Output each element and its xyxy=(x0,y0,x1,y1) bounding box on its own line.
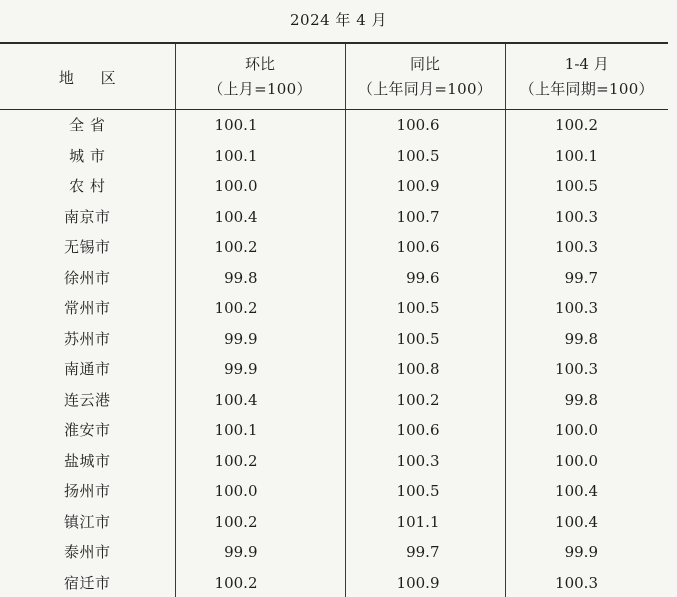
table-row xyxy=(0,537,668,568)
header-yoy-label: 同比 xyxy=(409,55,440,73)
table-row xyxy=(0,232,668,263)
table-row xyxy=(0,141,668,172)
year-to-date-cell: 99.7 xyxy=(505,263,668,294)
table-row xyxy=(0,476,668,507)
header-ytd-base: （上年同期=100） xyxy=(519,80,654,98)
year-to-date-cell: 100.0 xyxy=(505,446,668,477)
year-on-year-cell: 100.9 xyxy=(345,171,505,202)
region-cell: 宿迁市 xyxy=(63,573,111,592)
table-body xyxy=(0,110,668,597)
year-to-date-cell: 100.3 xyxy=(505,232,668,263)
year-on-year-cell: 100.6 xyxy=(345,110,505,141)
month-on-month-cell: 100.1 xyxy=(175,141,345,172)
month-on-month-cell: 99.8 xyxy=(175,263,345,294)
table-row xyxy=(0,385,668,416)
year-to-date-cell: 99.8 xyxy=(505,324,668,355)
header-region-label: 地 区 xyxy=(58,69,116,87)
month-on-month-cell: 99.9 xyxy=(175,354,345,385)
month-on-month-cell: 100.4 xyxy=(175,202,345,233)
month-on-month-cell: 100.0 xyxy=(175,476,345,507)
table-header xyxy=(0,43,668,110)
region-cell: 镇江市 xyxy=(63,512,111,531)
year-on-year-cell: 100.8 xyxy=(345,354,505,385)
header-mom-label: 环比 xyxy=(244,55,275,73)
region-cell: 常州市 xyxy=(63,299,111,318)
table-row xyxy=(0,110,668,141)
year-to-date-cell: 99.8 xyxy=(505,385,668,416)
region-cell: 苏州市 xyxy=(63,329,111,348)
header-year-on-year xyxy=(345,43,505,110)
table-row xyxy=(0,324,668,355)
year-to-date-cell: 100.3 xyxy=(505,202,668,233)
table-row xyxy=(0,171,668,202)
year-on-year-cell: 100.7 xyxy=(345,202,505,233)
region-cell: 南通市 xyxy=(63,360,111,379)
region-cell: 城 市 xyxy=(69,146,106,165)
header-region xyxy=(0,43,175,110)
year-to-date-cell: 99.9 xyxy=(505,537,668,568)
region-cell: 无锡市 xyxy=(63,238,111,257)
table-row xyxy=(0,354,668,385)
table-row xyxy=(0,202,668,233)
region-cell: 农 村 xyxy=(69,177,106,196)
year-on-year-cell: 101.1 xyxy=(345,507,505,538)
year-on-year-cell: 100.5 xyxy=(345,141,505,172)
month-on-month-cell: 100.4 xyxy=(175,385,345,416)
year-on-year-cell: 99.7 xyxy=(345,537,505,568)
year-on-year-cell: 100.6 xyxy=(345,415,505,446)
month-on-month-cell: 100.2 xyxy=(175,446,345,477)
year-on-year-cell: 100.3 xyxy=(345,446,505,477)
year-to-date-cell: 100.4 xyxy=(505,476,668,507)
header-month-on-month xyxy=(175,43,345,110)
region-cell: 泰州市 xyxy=(63,543,111,562)
table-row xyxy=(0,507,668,538)
year-on-year-cell: 100.5 xyxy=(345,293,505,324)
table-row xyxy=(0,415,668,446)
header-yoy-base: （上年同月=100） xyxy=(357,80,493,98)
year-to-date-cell: 100.4 xyxy=(505,507,668,538)
header-row xyxy=(0,43,668,110)
year-on-year-cell: 100.5 xyxy=(345,476,505,507)
month-on-month-cell: 100.2 xyxy=(175,507,345,538)
year-to-date-cell: 100.2 xyxy=(505,110,668,141)
year-on-year-cell: 100.9 xyxy=(345,568,505,597)
table-row xyxy=(0,293,668,324)
table-period-title: 2024 年 4 月 xyxy=(289,11,388,29)
region-cell: 淮安市 xyxy=(63,421,111,440)
year-to-date-cell: 100.5 xyxy=(505,171,668,202)
price-index-table xyxy=(0,42,668,597)
year-on-year-cell: 100.2 xyxy=(345,385,505,416)
month-on-month-cell: 100.2 xyxy=(175,232,345,263)
year-on-year-cell: 99.6 xyxy=(345,263,505,294)
month-on-month-cell: 100.2 xyxy=(175,568,345,597)
year-to-date-cell: 100.1 xyxy=(505,141,668,172)
region-cell: 徐州市 xyxy=(63,268,111,287)
region-cell: 盐城市 xyxy=(63,451,111,470)
year-on-year-cell: 100.5 xyxy=(345,324,505,355)
table-row xyxy=(0,263,668,294)
month-on-month-cell: 100.1 xyxy=(175,415,345,446)
region-cell: 南京市 xyxy=(63,207,111,226)
month-on-month-cell: 99.9 xyxy=(175,537,345,568)
table-row xyxy=(0,446,668,477)
month-on-month-cell: 100.0 xyxy=(175,171,345,202)
month-on-month-cell: 99.9 xyxy=(175,324,345,355)
year-to-date-cell: 100.3 xyxy=(505,568,668,597)
table-row xyxy=(0,568,668,597)
region-cell: 扬州市 xyxy=(63,482,111,501)
region-cell: 连云港 xyxy=(63,390,111,409)
month-on-month-cell: 100.1 xyxy=(175,110,345,141)
header-year-to-date xyxy=(505,43,668,110)
year-to-date-cell: 100.0 xyxy=(505,415,668,446)
year-to-date-cell: 100.3 xyxy=(505,293,668,324)
header-mom-base: （上月=100） xyxy=(208,80,312,98)
year-on-year-cell: 100.6 xyxy=(345,232,505,263)
year-to-date-cell: 100.3 xyxy=(505,354,668,385)
header-ytd-label: 1-4 月 xyxy=(564,55,609,73)
region-cell: 全 省 xyxy=(69,116,106,135)
month-on-month-cell: 100.2 xyxy=(175,293,345,324)
